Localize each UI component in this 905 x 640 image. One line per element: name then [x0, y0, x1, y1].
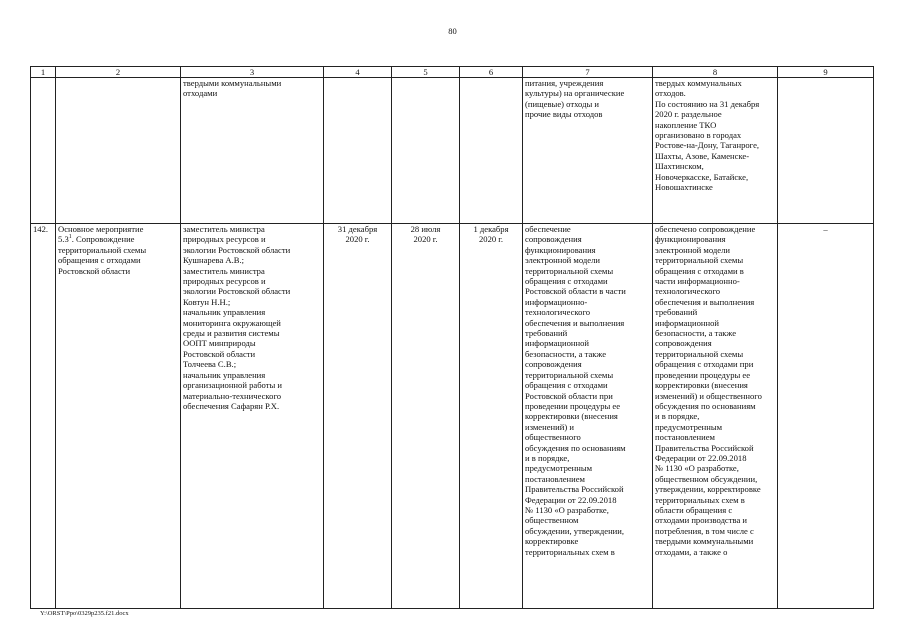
table-row-continuation — [31, 78, 874, 224]
cell-end-date: 1 декабря 2020 г. — [460, 224, 523, 609]
column-number: 8 — [653, 67, 778, 78]
cell-responsible: твердыми коммунальными отходами — [181, 78, 324, 224]
cell-expected-result: обеспечение сопровождения функционирования электронной модели территориальной схемы обращения с отходами Ростовской области в части информационно- технологического обеспечения и выполнения требований информационной безопасности, а также сопровождения территориальной схемы обращения с отходами Ростовской области при проведении процедуры ее корректировки (внесения изменений) и общественного обсуждения по основаниям и в порядке, предусмотренным постановлением Правительства Российской Федерации от 22.09.2018 № 1130 «О разработке, общественном обсуждении, утверждении, корректировке территориальных схем в — [523, 224, 653, 609]
footnote-superscript: 1 — [68, 234, 72, 241]
cell-number — [31, 78, 56, 224]
column-number: 6 — [460, 67, 523, 78]
cell-start-date — [392, 78, 460, 224]
cell-measure — [56, 78, 181, 224]
column-number: 9 — [778, 67, 874, 78]
column-number: 3 — [181, 67, 324, 78]
column-number-row — [31, 67, 874, 78]
cell-actual-result: обеспечено сопровождение функционирования электронной модели территориальной схемы обращения с отходами в части информационно- технологического обеспечения и выполнения требований информационной безопасности, а также сопровождения территориальной схемы обращения с отходами при проведении процедуры ее корректировки (внесения изменений) и общественного обсуждения по основаниям и в порядке, предусмотренным постановлением Правительства Российской Федерации от 22.09.2018 № 1130 «О разработке, общественном обсуждении, утверждении, корректировке территориальных схем в области обращения с отходами производства и потребления, в том числе с твердыми коммунальными отходами, а также о — [653, 224, 778, 609]
column-number: 4 — [324, 67, 392, 78]
cell-start-date: 28 июля 2020 г. — [392, 224, 460, 609]
column-number: 1 — [31, 67, 56, 78]
cell-planned-date: 31 декабря 2020 г. — [324, 224, 392, 609]
table-row-142 — [31, 224, 874, 609]
cell-notes: – — [778, 224, 874, 609]
page-number: 80 — [448, 26, 457, 36]
column-number: 7 — [523, 67, 653, 78]
report-table — [30, 66, 874, 609]
column-number: 5 — [392, 67, 460, 78]
cell-responsible: заместитель министра природных ресурсов и экологии Ростовской области Кушнарева А.В.; заместитель министра природных ресурсов и экологии Ростовской области Ковтун Н.Н.; начальник управления мониторинга окружающей среды и развития системы ООПТ минприроды Ростовской области Толчеева С.В.; начальник управления организационной работы и материально-технического обеспечения Сафарян Р.Х. — [181, 224, 324, 609]
column-number: 2 — [56, 67, 181, 78]
cell-notes — [778, 78, 874, 224]
cell-end-date — [460, 78, 523, 224]
footer-file-path: Y:\ORST\Ppo\0329p235.f21.docx — [40, 610, 129, 617]
cell-measure: Основное мероприятие $5.3^1$. Сопровождение территориальной схемы обращения с отходами Ростовской области — [56, 224, 181, 609]
cell-planned-date — [324, 78, 392, 224]
cell-expected-result: питания, учреждения культуры) на органические (пищевые) отходы и прочие виды отходов — [523, 78, 653, 224]
cell-number: 142. — [31, 224, 56, 609]
cell-actual-result: твердых коммунальных отходов. По состоянию на 31 декабря 2020 г. раздельное накопление ТКО организовано в городах Ростове-на-Дону, Таганроге, Шахты, Азове, Каменске- Шахтинском, Новочеркасске, Батайске, Новошахтинске — [653, 78, 778, 224]
